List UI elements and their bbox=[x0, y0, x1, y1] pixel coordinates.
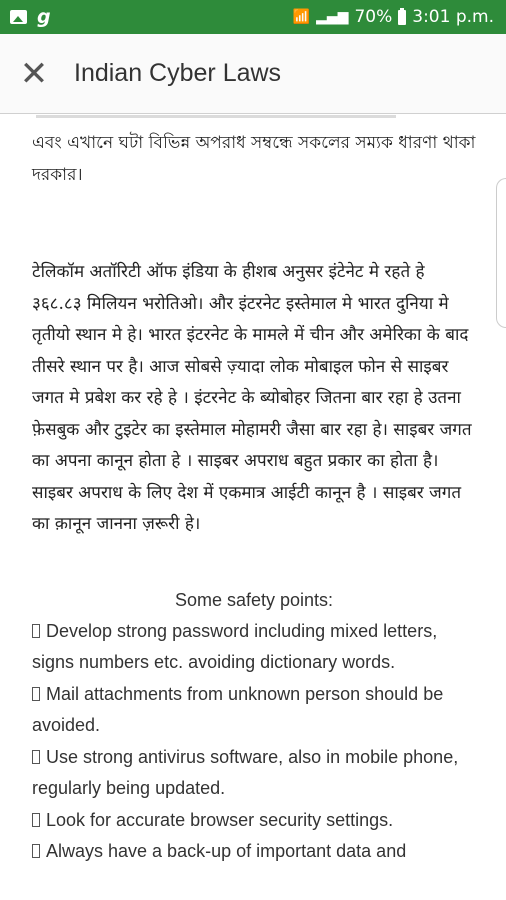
status-bar-right bbox=[293, 7, 494, 27]
article-content[interactable] bbox=[0, 115, 506, 900]
page-title: Indian Cyber Laws bbox=[74, 59, 282, 87]
close-icon: ✕ bbox=[19, 53, 49, 94]
bengali-paragraph: এবং এখানে ঘটা বিভিন্ন অপরাধ সম্বন্ধে সকলের সম্যক ধারণা থাকা দরকার। bbox=[32, 133, 476, 185]
clock: 3:01 p.m. bbox=[412, 7, 494, 27]
bullet-box-icon bbox=[32, 844, 40, 858]
app-bar bbox=[0, 34, 506, 114]
safety-point-text: Use strong antivirus software, also in mobile phone, regularly being updated. bbox=[32, 746, 459, 798]
status-bar bbox=[0, 0, 506, 34]
safety-heading: Some safety points: bbox=[174, 589, 334, 610]
safety-point-text: Develop strong password including mixed letters, signs numbers etc. avoiding dictionary words. bbox=[32, 620, 438, 672]
bullet-box-icon bbox=[32, 813, 40, 827]
g-notification-icon: g bbox=[37, 5, 51, 28]
clipped-text-line bbox=[36, 115, 396, 126]
safety-point-text: Mail attachments from unknown person should be avoided. bbox=[32, 683, 444, 735]
bullet-box-icon bbox=[32, 687, 40, 701]
list-item bbox=[32, 679, 476, 742]
signal-icon: ▂▄▆ bbox=[316, 9, 349, 25]
hindi-paragraph: टेलिकॉम अतॉरिटी ऑफ इंडिया के हीशब अनुसर इंटेनेट मे रहते हे ३६८.८३ मिलियन भरोतिओ। और इंटरनेट इस्तेमाल मे भारत दुनिया मे तृतीयो स्थान मे हे। भारत इंटरनेट के मामले में चीन और अमेरिका के बाद तीसरे स्थान पर है। आज सोबसे ज़्यादा लोक मोबाइल फोन से साइबर जगत मे प्रबेश कर रहे हे । इंटरनेट के ब्योबोहर जितना बार रहा हे उतना फ़ेसबुक और टुइटेर का इस्तेमाल मोहामरी जैसा बार रहा हे। साइबर जगत का अपना कानून होता हे । साइबर अपराध बहुत प्रकार का होता है। साइबर अपराध के लिए देश में एकमात्र आईटी कानून है । साइबर जगत का क़ानून जानना ज़रूरी हे। bbox=[32, 262, 472, 534]
battery-percent: 70% bbox=[354, 7, 393, 27]
wifi-icon: 📶 bbox=[292, 9, 311, 25]
bullet-box-icon bbox=[32, 750, 40, 764]
list-item bbox=[32, 742, 476, 805]
safety-point-text: Look for accurate browser security settings. bbox=[46, 809, 394, 830]
image-notification-icon bbox=[10, 10, 27, 24]
status-bar-left bbox=[10, 5, 51, 28]
close-button[interactable] bbox=[8, 48, 60, 100]
list-item bbox=[32, 805, 476, 837]
list-item bbox=[32, 836, 476, 868]
list-item bbox=[32, 616, 476, 679]
battery-icon bbox=[398, 10, 406, 25]
safety-points-list bbox=[32, 616, 476, 868]
edge-panel-handle[interactable] bbox=[496, 178, 506, 328]
safety-point-text: Always have a back-up of important data and bbox=[46, 841, 407, 861]
bullet-box-icon bbox=[32, 624, 40, 638]
